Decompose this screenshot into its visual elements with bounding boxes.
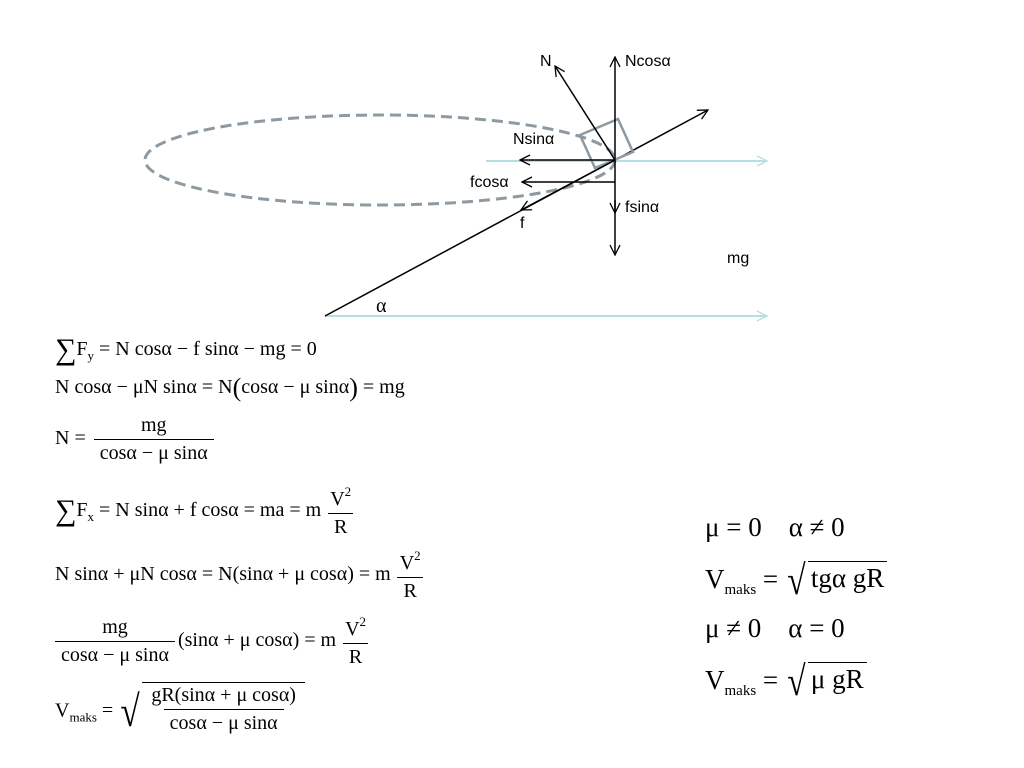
equation-inner: cosα − μ sinα (241, 376, 350, 398)
equation-part-b: = mg (357, 376, 405, 398)
label-f: f (520, 215, 525, 232)
radical-sign: √ (787, 659, 806, 705)
vmax-frictionless (705, 558, 887, 604)
denominator: cosα − μ sinα (94, 439, 214, 465)
equation-vmax (55, 682, 305, 742)
superscript: 2 (414, 548, 421, 563)
equation-sum-fy (55, 333, 317, 367)
numerator-base: V (399, 552, 415, 574)
equation-rest: = N sinα + f cosα = ma = m (94, 499, 322, 522)
numerator: mg (140, 414, 167, 436)
sigma-symbol: ∑ (55, 333, 77, 366)
square-root (785, 659, 867, 705)
equation-substituted (55, 614, 375, 669)
numerator: gR(sinα + μ cosα) (151, 684, 296, 706)
subscript: y (87, 348, 95, 363)
numerator (339, 614, 372, 643)
equals-sign: = (756, 564, 785, 595)
superscript: 2 (359, 614, 367, 629)
denominator: cosα − μ sinα (55, 641, 175, 667)
equation-n-solved (55, 414, 217, 465)
numerator-base: V (345, 618, 360, 640)
denominator: R (328, 513, 353, 539)
equation-lhs: N = (55, 427, 91, 450)
case-condition: μ = 0 α ≠ 0 (705, 512, 845, 542)
denominator: R (343, 643, 368, 669)
force-symbol: F (76, 338, 88, 360)
label-N: N (540, 53, 552, 70)
equation-lhs: N sinα + μN cosα = N(sinα + μ cosα) = m (55, 563, 391, 586)
fraction (94, 414, 214, 465)
subscript: maks (724, 683, 757, 700)
label-Nsin: Nsinα (513, 131, 555, 148)
vmax-flat (705, 659, 867, 705)
sigma-symbol: ∑ (55, 494, 77, 528)
label-fsin: fsinα (625, 199, 660, 216)
subscript: x (87, 509, 95, 525)
fraction (324, 484, 357, 539)
left-paren: ( (232, 373, 242, 402)
radical-sign: √ (120, 687, 140, 736)
force-diagram (0, 0, 1024, 330)
fraction-right (339, 614, 372, 669)
radicand (142, 682, 305, 742)
equation-mid: (sinα + μ cosα) = m (177, 629, 337, 652)
velocity-symbol: V (705, 564, 725, 595)
right-paren: ) (349, 373, 358, 402)
numerator: mg (102, 616, 128, 638)
numerator (394, 548, 427, 577)
radicand: μ gR (808, 662, 867, 704)
velocity-symbol: V (55, 699, 70, 722)
force-symbol: F (76, 499, 88, 522)
fraction-left (55, 616, 175, 667)
subscript: maks (724, 582, 757, 599)
radical-sign: √ (787, 558, 806, 604)
denominator: R (397, 577, 422, 603)
fraction (145, 684, 302, 735)
velocity-symbol: V (705, 665, 725, 696)
label-mg: mg (727, 250, 750, 267)
superscript: 2 (344, 484, 352, 499)
equals-sign: = (96, 699, 119, 722)
radicand: tgα gR (808, 561, 887, 603)
square-root (785, 558, 887, 604)
case-condition: μ ≠ 0 α = 0 (705, 613, 845, 643)
denominator: cosα − μ sinα (164, 709, 284, 735)
equation-part-a: N cosα − μN sinα = N (55, 376, 233, 398)
equals-sign: = (756, 665, 785, 696)
equation-normal-balance (55, 373, 405, 403)
numerator (324, 484, 357, 513)
arrow-f (521, 160, 615, 210)
subscript: maks (69, 709, 97, 725)
fraction (394, 548, 427, 603)
numerator-base: V (330, 488, 345, 510)
equation-rest: = N cosα − f sinα − mg = 0 (94, 338, 317, 360)
square-root (118, 682, 305, 742)
label-alpha: α (376, 295, 387, 317)
label-Ncos: Ncosα (625, 53, 671, 70)
case-frictionless (705, 512, 845, 543)
equation-horizontal-balance (55, 548, 430, 603)
case-flat (705, 613, 845, 644)
label-fcos: fcosα (470, 174, 509, 191)
equation-sum-fx (55, 484, 360, 539)
